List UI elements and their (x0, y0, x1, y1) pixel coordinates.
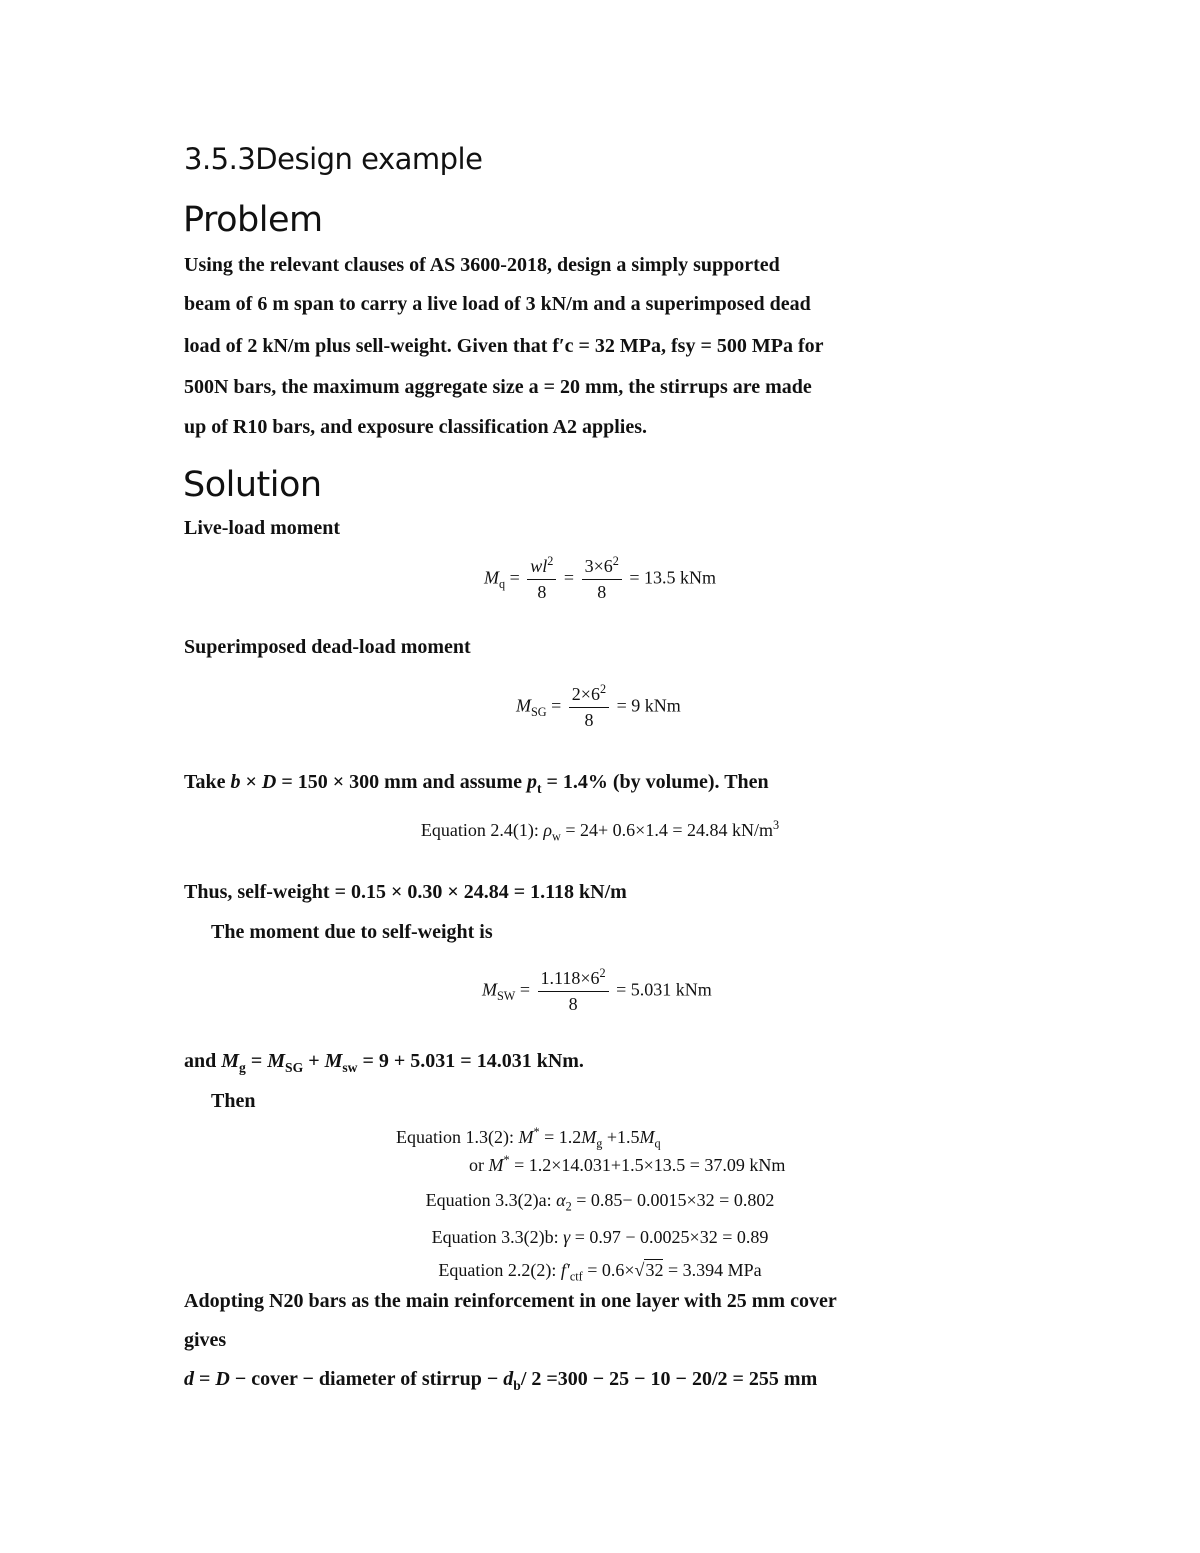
problem-line-2: beam of 6 m span to carry a live load of 3 kN/m and a superimposed dead (184, 293, 811, 315)
equation-1-3-2-b: or M* = 1.2×14.031+1.5×13.5 = 37.09 kNm (469, 1153, 786, 1175)
adopt-line-1: Adopting N20 bars as the main reinforcement in one layer with 25 mm cover (184, 1290, 837, 1312)
eq-superscript: 2 (599, 682, 607, 696)
equation-1-3-2-a: Equation 1.3(2): $M^* = 1.2M_g +1.5M_q$ (396, 1125, 661, 1151)
eq-superscript: 2 (612, 554, 619, 568)
equation-3-3-2-a: Equation 3.3(2)a: $\alpha_2 = 0.85- 0.0015\times 32 = 0.802$ (425, 1190, 775, 1214)
eq-superscript: 2 (547, 554, 554, 568)
adopt-line-2: gives (184, 1329, 227, 1351)
fraction (538, 968, 609, 1015)
eq-denominator: 8 (584, 710, 594, 730)
equation-2-4-1: Equation 2.4(1): $\rho_w = 24+ 0.6\times 1.4 = 24.84$ $kN/m^3$ (420, 818, 780, 844)
eq-denominator: 8 (537, 582, 547, 602)
eq-symbol: M (516, 695, 531, 716)
eq-result: = 5.031 kNm (616, 979, 712, 1000)
moment-sw-label: The moment due to self-weight is (211, 921, 493, 943)
eq-denominator: 8 (597, 582, 607, 602)
eq-symbol: M (484, 567, 499, 588)
problem-line-1: Using the relevant clauses of AS 3600-2018, design a simply supported (184, 254, 780, 276)
equation-sw-moment: $M_{SW}$ = $\frac{1.118\times 6^2}{8}$ = 5.031 kNm (482, 966, 712, 1014)
eq-numerator: 2×6 (571, 684, 600, 704)
equation-sdl-moment: $M_{SG}$ = $\frac{2\times 6^2}{8}$ = 9 kNm (516, 682, 681, 730)
effective-depth-line: d = D − cover − diameter of stirrup − $d_b/$ 2 =300 − 25 − 10 − 20/2 = 255 mm (184, 1368, 818, 1393)
section-heading: 3.5.3Design example (184, 142, 483, 176)
problem-line-5: up of R10 bars, and exposure classification A2 applies. (184, 416, 648, 438)
eq-denominator: 8 (568, 994, 578, 1014)
eq-symbol: M (482, 979, 497, 1000)
eq-numerator: 3×6 (584, 556, 613, 576)
eq-superscript: 2 (599, 966, 606, 980)
mg-line: and $M_g = M_{SG} + M_{sw} = 9 + 5.031 = 14.031$ kNm. (184, 1050, 584, 1075)
eq-numerator: wl (530, 556, 548, 576)
eq-subscript: SW (497, 989, 516, 1004)
eq-subscript: q (499, 577, 506, 592)
equation-2-2-2: Equation 2.2(2): $f'_{ctf} = 0.6\times√32 = 3.394$ MPa (438, 1260, 762, 1284)
equation-3-3-2-b: Equation 3.3(2)b: γ = 0.97 − 0.0025×32 = 0.89 (431, 1227, 769, 1247)
then-label: Then (211, 1090, 256, 1112)
sdl-label: Superimposed dead-load moment (184, 636, 471, 658)
eq-result: = 9 kNm (616, 695, 681, 716)
fraction (582, 556, 622, 603)
problem-line-4: 500N bars, the maximum aggregate size a = 20 mm, the stirrups are made (184, 376, 812, 398)
eq-result: = 13.5 kNm (629, 567, 717, 588)
eq-subscript: SG (531, 705, 547, 720)
live-load-label: Live-load moment (184, 517, 341, 539)
solution-heading: Solution (183, 465, 322, 505)
problem-heading: Problem (183, 200, 323, 240)
self-weight-line: Thus, self-weight = 0.15 × 0.30 × 24.84 = 1.118 kN/m (184, 881, 627, 903)
eq-numerator: 1.118×6 (540, 968, 600, 988)
equation-live-load-moment: $M_q$ = $\frac{wl^2}{8}$ = $\frac{3\times 6^2}{8}$ = 13.5 kNm (484, 554, 717, 602)
take-line: Take b × D = 150 × 300 mm and assume $p_t = 1.4\%$ (by volume). Then (184, 771, 769, 796)
fraction (527, 556, 556, 603)
problem-line-3: load of 2 kN/m plus sell-weight. Given that f′c = 32 MPa, fsy = 500 MPa for (184, 335, 824, 357)
fraction (569, 684, 609, 731)
